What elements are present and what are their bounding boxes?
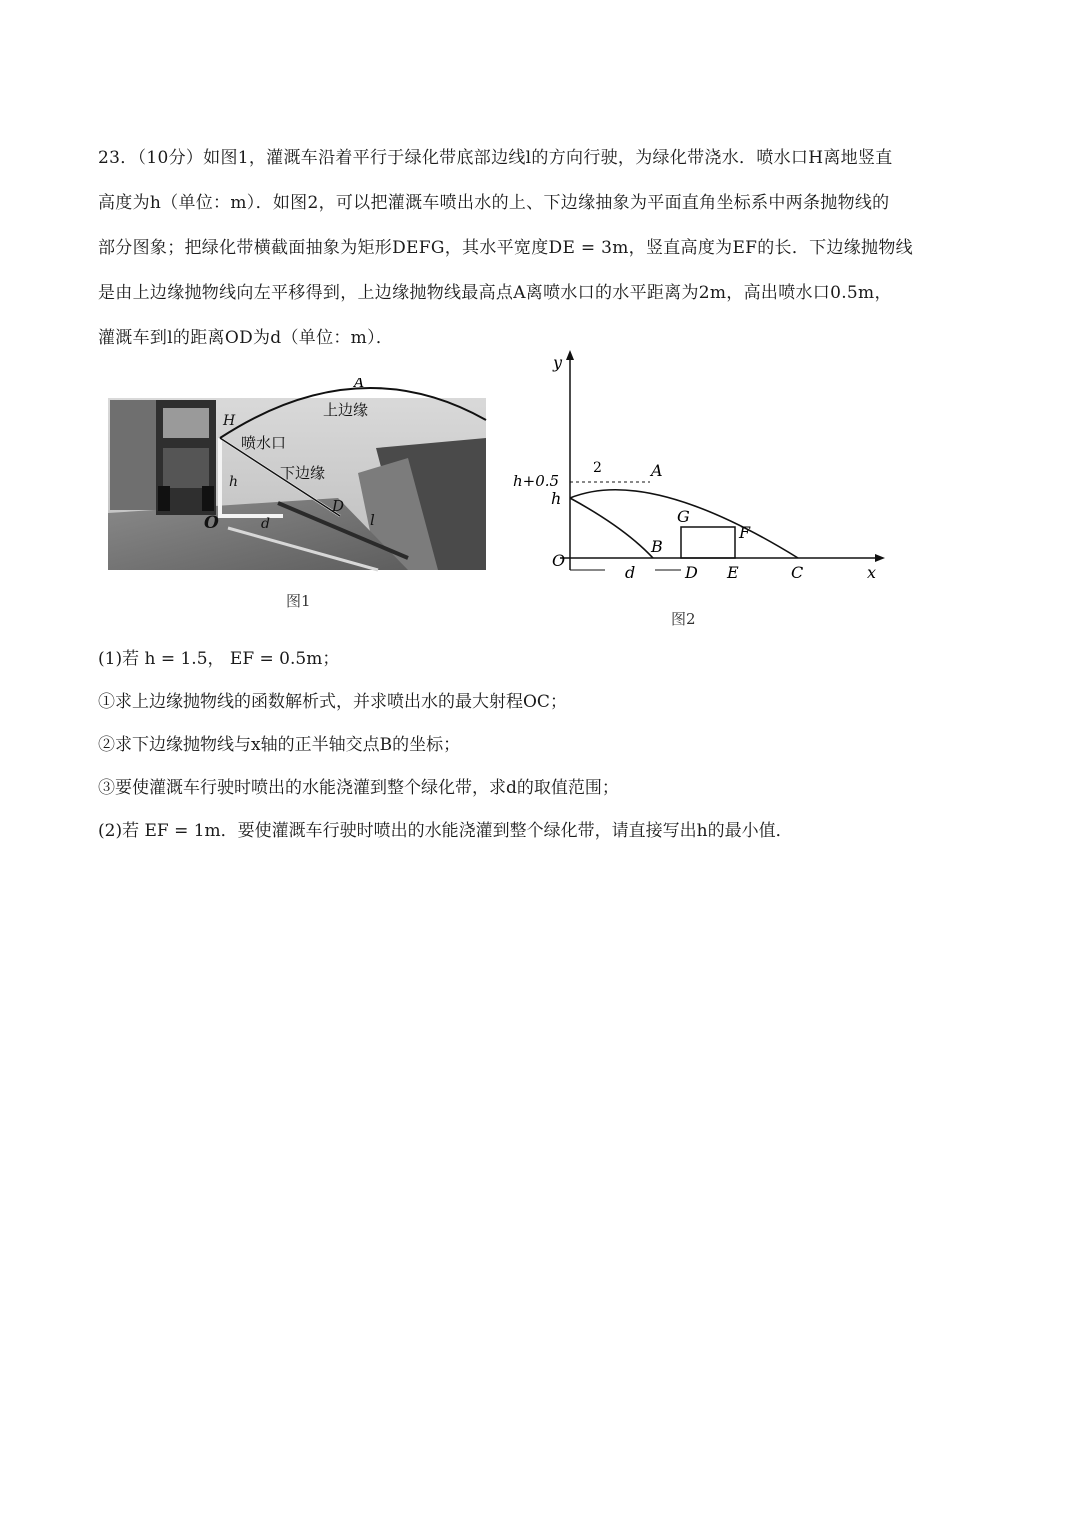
truck-wheel-right <box>202 486 214 511</box>
figure-1-photo <box>108 378 490 573</box>
figure-1 <box>108 378 490 610</box>
figure-1-caption: 图1 <box>286 592 311 610</box>
fig1-label-nozzle: 喷水口 <box>241 434 287 452</box>
x-axis-arrow <box>875 554 885 562</box>
fig2-label-F: F <box>739 523 751 542</box>
truck-wheel-left <box>158 486 170 511</box>
question-part-1-1: ①求上边缘抛物线的函数解析式，并求喷出水的最大射程OC； <box>98 692 567 712</box>
fig2-label-O: O <box>552 551 566 570</box>
fig2-label-B: B <box>651 537 663 556</box>
fig2-label-D: D <box>685 563 698 582</box>
fig1-label-upper-edge: 上边缘 <box>323 401 369 419</box>
problem-line-4: 是由上边缘抛物线向左平移得到，上边缘抛物线最高点A离喷水口的水平距离为2m，高出喷水口0.5m， <box>98 283 892 303</box>
fig1-label-d: d <box>261 516 270 532</box>
fig1-label-D: D <box>332 497 345 515</box>
question-part-2: (2)若 EF = 1m．要使灌溉车行驶时喷出的水能浇灌到整个绿化带，请直接写出h的最小值． <box>98 821 793 841</box>
fig2-label-two: 2 <box>593 460 602 476</box>
problem-line-1: 23．（10分）如图1，灌溉车沿着平行于绿化带底部边线l的方向行驶，为绿化带浇水．喷水口H离地竖直 <box>98 148 893 168</box>
fig2-label-A: A <box>651 461 663 480</box>
fig1-label-O: O <box>204 513 219 533</box>
fig1-label-H: H <box>223 413 236 429</box>
question-part-1-2: ②求下边缘抛物线与x轴的正半轴交点B的坐标； <box>98 735 461 755</box>
fig2-label-h: h <box>551 489 562 508</box>
fig2-label-E: E <box>727 563 739 582</box>
fig2-label-C: C <box>791 563 804 582</box>
rectangle-DEFG <box>681 527 735 558</box>
fig2-label-y: y <box>553 353 563 372</box>
fig2-label-x: x <box>867 563 877 582</box>
figure-2 <box>505 348 895 628</box>
fig1-label-lower-edge: 下边缘 <box>280 464 326 482</box>
y-axis-arrow <box>566 350 574 360</box>
truck-tank <box>163 448 209 488</box>
fig2-label-d: d <box>625 563 636 582</box>
figure-2-diagram <box>505 348 895 588</box>
figure-2-caption: 图2 <box>671 610 696 628</box>
question-part-1: (1)若 h = 1.5， EF = 0.5m； <box>98 649 340 669</box>
problem-line-5: 灌溉车到l的距离OD为d（单位：m）． <box>98 328 394 348</box>
truck-window <box>163 408 209 438</box>
problem-line-3: 部分图象；把绿化带横截面抽象为矩形DEFG，其水平宽度DE = 3m，竖直高度为EF的长．下边缘抛物线 <box>98 238 913 258</box>
fig1-label-h: h <box>229 474 239 490</box>
lower-parabola <box>570 498 653 558</box>
problem-line-2: 高度为h（单位：m）．如图2，可以把灌溉车喷出水的上、下边缘抽象为平面直角坐标系中两条抛物线的 <box>98 193 890 213</box>
question-list <box>98 638 988 853</box>
fig2-label-h-plus: h+0.5 <box>513 472 560 490</box>
question-part-1-3: ③要使灌溉车行驶时喷出的水能浇灌到整个绿化带，求d的取值范围； <box>98 778 619 798</box>
fig1-label-l: l <box>370 511 375 529</box>
problem-statement <box>98 136 988 361</box>
fig1-label-A: A <box>354 378 365 391</box>
fig2-label-G: G <box>677 507 690 526</box>
